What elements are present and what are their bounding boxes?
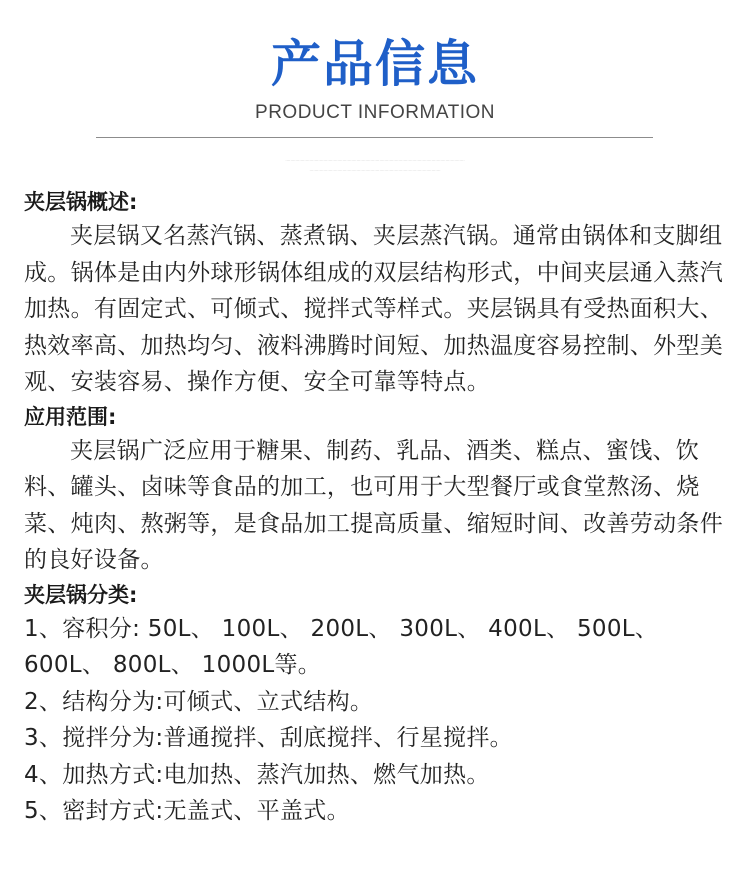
content [24,186,724,830]
page-title: 产品信息 [271,35,479,93]
overview-section [24,186,724,401]
list-item: 1、容积分: 50L、 100L、 200L、 300L、 400L、 500L、 600L、 800L、 1000L等。 [24,615,659,678]
divider [96,137,653,138]
page-subtitle: PRODUCT INFORMATION [255,102,495,123]
applications-heading: 应用范围: [24,404,117,429]
overview-heading: 夹层锅概述: [24,190,138,214]
decorative-fine-print: ············································································································································· [285,158,465,163]
applications-section [24,401,724,579]
classification-section [24,579,724,830]
overview-text: 夹层锅又名蒸汽锅、蒸煮锅、夹层蒸汽锅。通常由锅体和支脚组成。锅体是由内外球形锅体组成的双层结构形式，中间夹层通入蒸汽加热。有固定式、可倾式、搅拌式等样式。夹层锅具有受热面积大、热效率高、加热均匀、液料沸腾时间短、加热温度容易控制、外型美观、安装容易、操作方便、安全可靠等特点。 [24,223,723,395]
classification-list [24,611,724,830]
list-item: 2、结构分为:可倾式、立式结构。 [24,688,374,715]
list-item: 5、密封方式:无盖式、平盖式。 [24,798,350,824]
classification-heading: 夹层锅分类: [24,582,138,607]
decorative-fine-print: ······································································································· [309,168,441,173]
list-item: 3、搅拌分为:普通搅拌、刮底搅拌、行星搅拌。 [24,725,513,751]
list-item: 4、加热方式:电加热、蒸汽加热、燃气加热。 [24,761,490,788]
applications-text: 夹层锅广泛应用于糖果、制药、乳品、酒类、糕点、蜜饯、饮料、罐头、卤味等食品的加工，也可用于大型餐厅或食堂熬汤、烧菜、炖肉、熬粥等，是食品加工提高质量、缩短时间、改善劳动条件的良好设备。 [24,437,723,573]
